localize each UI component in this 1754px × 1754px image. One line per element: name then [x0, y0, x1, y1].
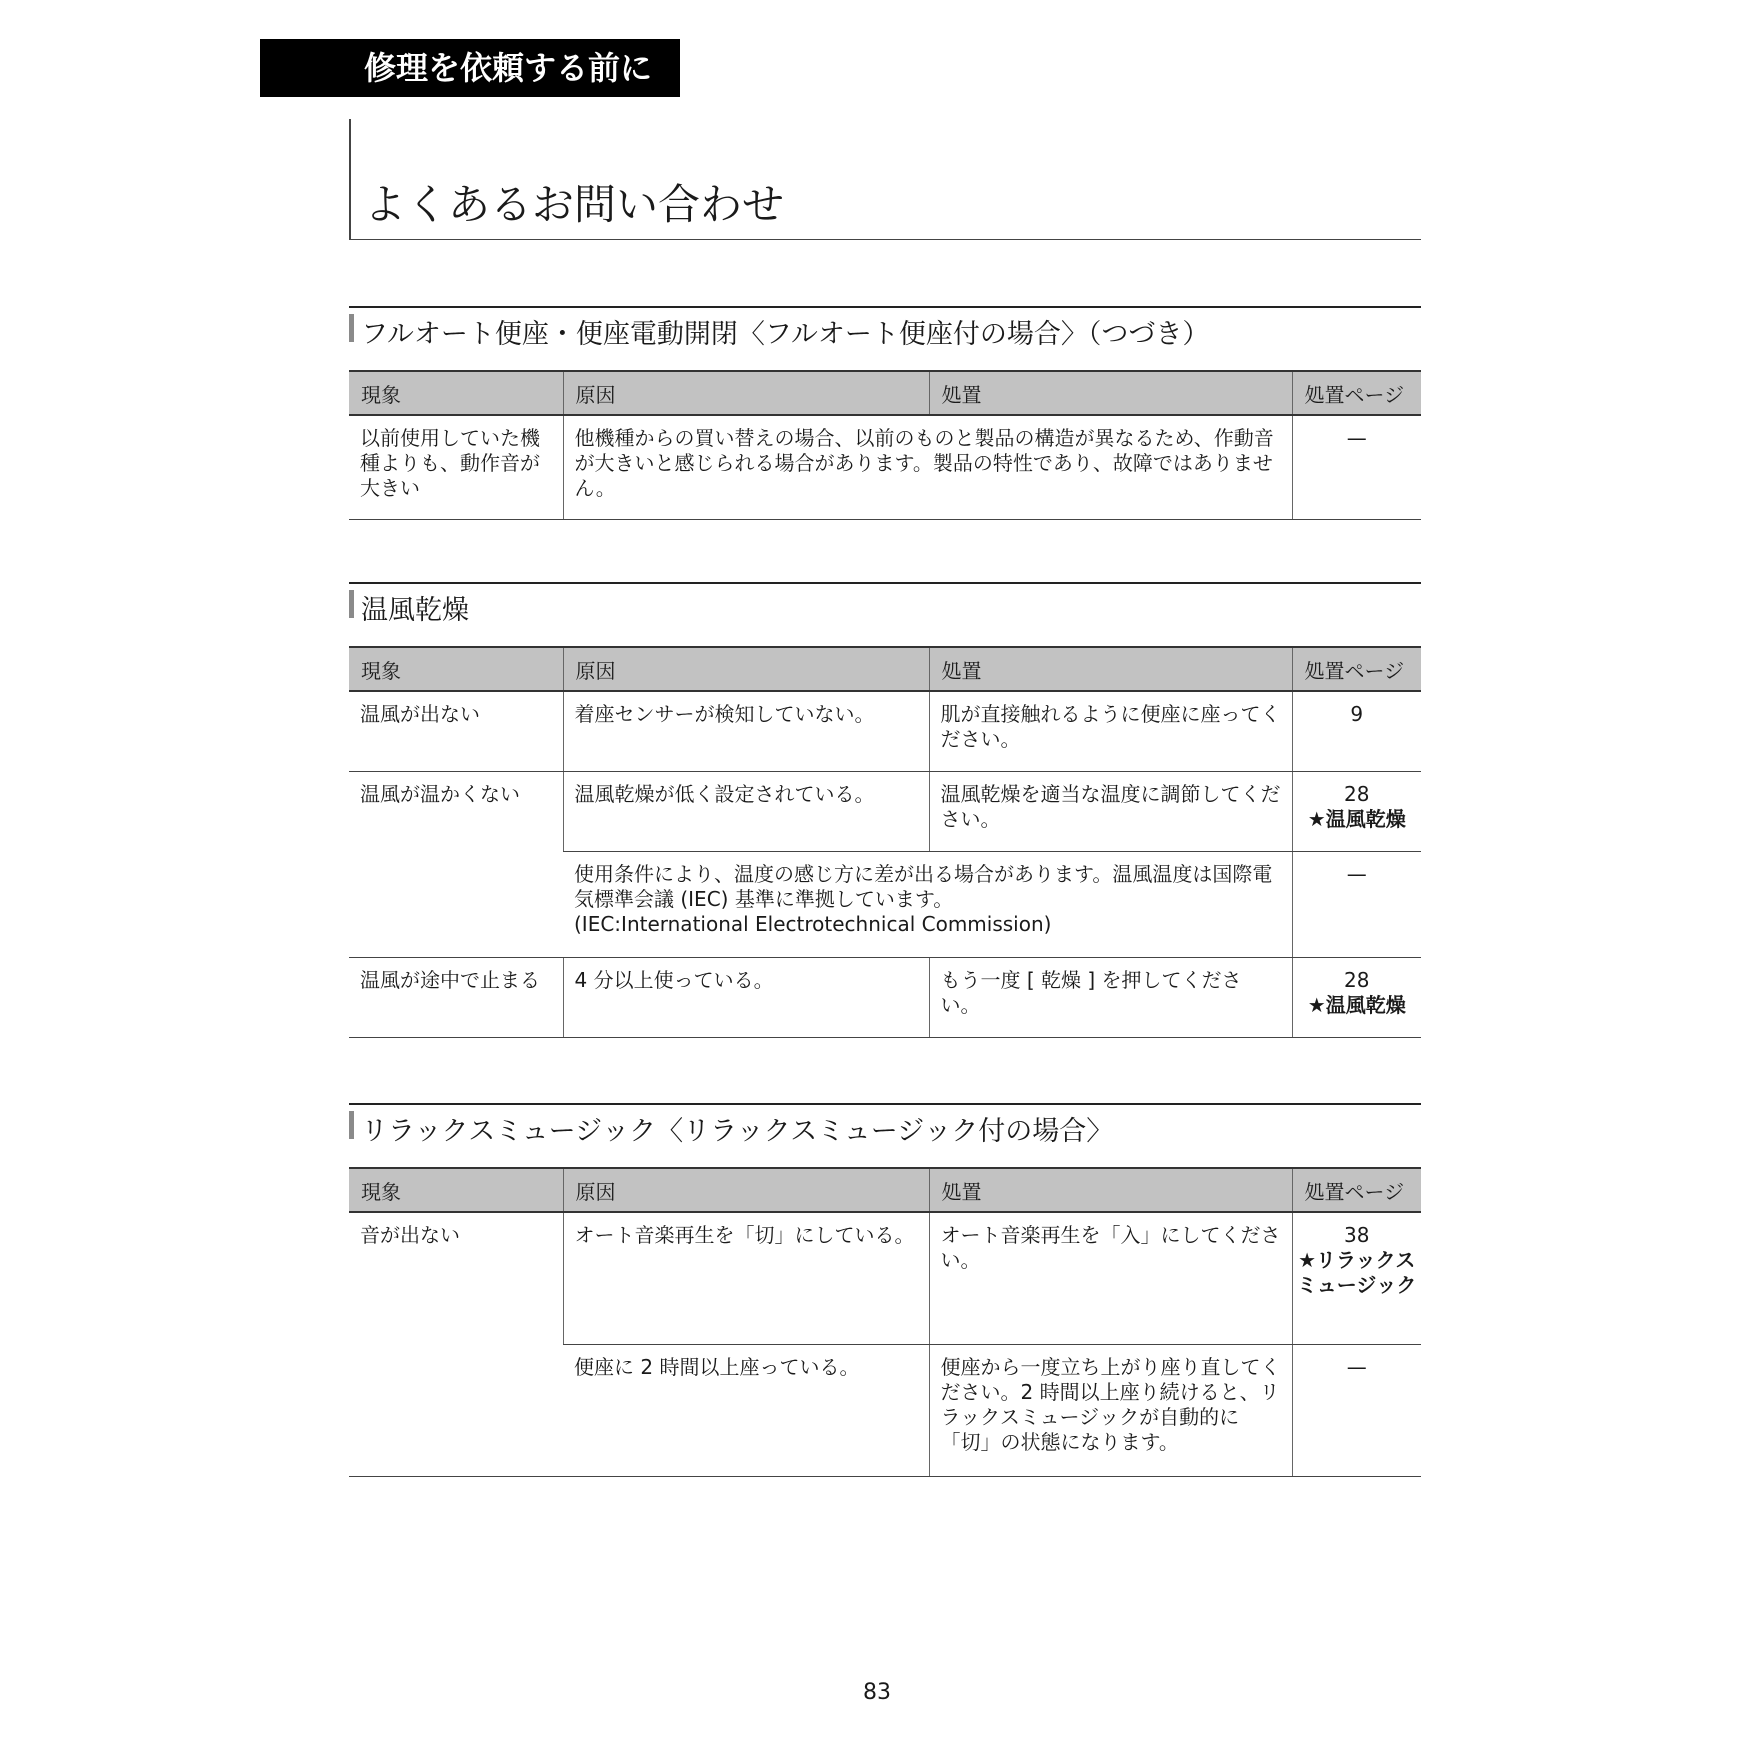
cause-cell: 着座センサーが検知していない。	[563, 691, 929, 771]
page-ref-note: ★リラックスミュージック	[1297, 1248, 1417, 1297]
column-header-phenomenon: 現象	[349, 1168, 563, 1212]
table-header-row	[349, 1168, 1421, 1212]
section-heading-marker	[349, 314, 354, 342]
cause-cell: 4 分以上使っている。	[563, 957, 929, 1037]
column-header-page: 処置ページ	[1292, 371, 1421, 415]
chapter-header	[260, 39, 680, 97]
column-header-cause: 原因	[563, 371, 929, 415]
page-ref-cell	[1292, 957, 1421, 1037]
page-ref-number: 28	[1344, 967, 1370, 992]
column-header-phenomenon: 現象	[349, 647, 563, 691]
section-heading-warm-air-dry	[349, 582, 1421, 626]
action-cell: 温風乾燥を適当な温度に調節してください。	[929, 771, 1292, 851]
table-row	[349, 957, 1421, 1037]
table-row	[349, 771, 1421, 851]
cause-action-cell	[563, 851, 1292, 957]
column-header-page: 処置ページ	[1292, 1168, 1421, 1212]
column-header-action: 処置	[929, 647, 1292, 691]
column-header-phenomenon: 現象	[349, 371, 563, 415]
section-heading-marker	[349, 590, 354, 618]
page-ref-number: 38	[1344, 1223, 1370, 1247]
cause-cell: 温風乾燥が低く設定されている。	[563, 771, 929, 851]
page-ref-cell: —	[1292, 415, 1421, 519]
page-number: 83	[863, 1680, 891, 1705]
faq-table-relax-music	[349, 1167, 1421, 1477]
table-header-row	[349, 647, 1421, 691]
table-row	[349, 691, 1421, 771]
action-cell: 肌が直接触れるように便座に座ってください。	[929, 691, 1292, 771]
section-title: 温風乾燥	[361, 595, 469, 626]
cause-action-text: 使用条件により、温度の感じ方に差が出る場合があります。温風温度は国際電気標準会議 (IEC) 基準に準拠しています。	[574, 861, 1273, 911]
section-heading-relax-music	[349, 1103, 1421, 1147]
phenomenon-cell: 音が出ない	[349, 1212, 563, 1476]
cause-cell: オート音楽再生を「切」にしている。	[563, 1212, 929, 1344]
section-title: リラックスミュージック〈リラックスミュージック付の場合〉	[361, 1116, 1114, 1147]
table-row	[349, 415, 1421, 519]
chapter-header-label: 修理を依頼する前に	[364, 49, 653, 87]
page-ref-cell	[1292, 1212, 1421, 1344]
page-ref-cell: —	[1292, 851, 1421, 957]
column-header-cause: 原因	[563, 647, 929, 691]
page-ref-note: ★温風乾燥	[1307, 992, 1406, 1017]
title-horizontal-rule	[349, 239, 1421, 240]
cause-cell: 便座に 2 時間以上座っている。	[563, 1344, 929, 1476]
section-heading-marker	[349, 1111, 354, 1139]
faq-table-warm-air-dry	[349, 646, 1421, 1038]
page-ref-note: ★温風乾燥	[1307, 806, 1406, 831]
phenomenon-cell: 温風が温かくない	[349, 771, 563, 957]
action-cell: 便座から一度立ち上がり座り直してください。2 時間以上座り続けると、リラックスミュージックが自動的に「切」の状態になります。	[929, 1344, 1292, 1476]
table-row	[349, 1212, 1421, 1344]
faq-table-full-auto-seat	[349, 370, 1421, 520]
page-ref-cell: —	[1292, 1344, 1421, 1476]
column-header-cause: 原因	[563, 1168, 929, 1212]
phenomenon-cell: 以前使用していた機種よりも、動作音が大きい	[349, 415, 563, 519]
section-title: フルオート便座・便座電動開閉〈フルオート便座付の場合〉（つづき）	[361, 319, 1210, 350]
table-header-row	[349, 371, 1421, 415]
column-header-page: 処置ページ	[1292, 647, 1421, 691]
title-vertical-rule	[349, 119, 351, 240]
cause-action-note: (IEC:International Electrotechnical Commission)	[574, 911, 1052, 936]
action-cell: オート音楽再生を「入」にしてください。	[929, 1212, 1292, 1344]
phenomenon-cell: 温風が出ない	[349, 691, 563, 771]
phenomenon-cell: 温風が途中で止まる	[349, 957, 563, 1037]
cause-action-cell: 他機種からの買い替えの場合、以前のものと製品の構造が異なるため、作動音が大きいと感じられる場合があります。製品の特性であり、故障ではありません。	[563, 415, 1292, 519]
column-header-action: 処置	[929, 1168, 1292, 1212]
action-cell: もう一度 [ 乾燥 ] を押してください。	[929, 957, 1292, 1037]
column-header-action: 処置	[929, 371, 1292, 415]
page-title: よくあるお問い合わせ	[364, 180, 785, 229]
page-ref-cell	[1292, 771, 1421, 851]
page-ref-cell: 9	[1292, 691, 1421, 771]
section-heading-full-auto-seat	[349, 306, 1421, 350]
page-ref-number: 28	[1344, 781, 1370, 806]
